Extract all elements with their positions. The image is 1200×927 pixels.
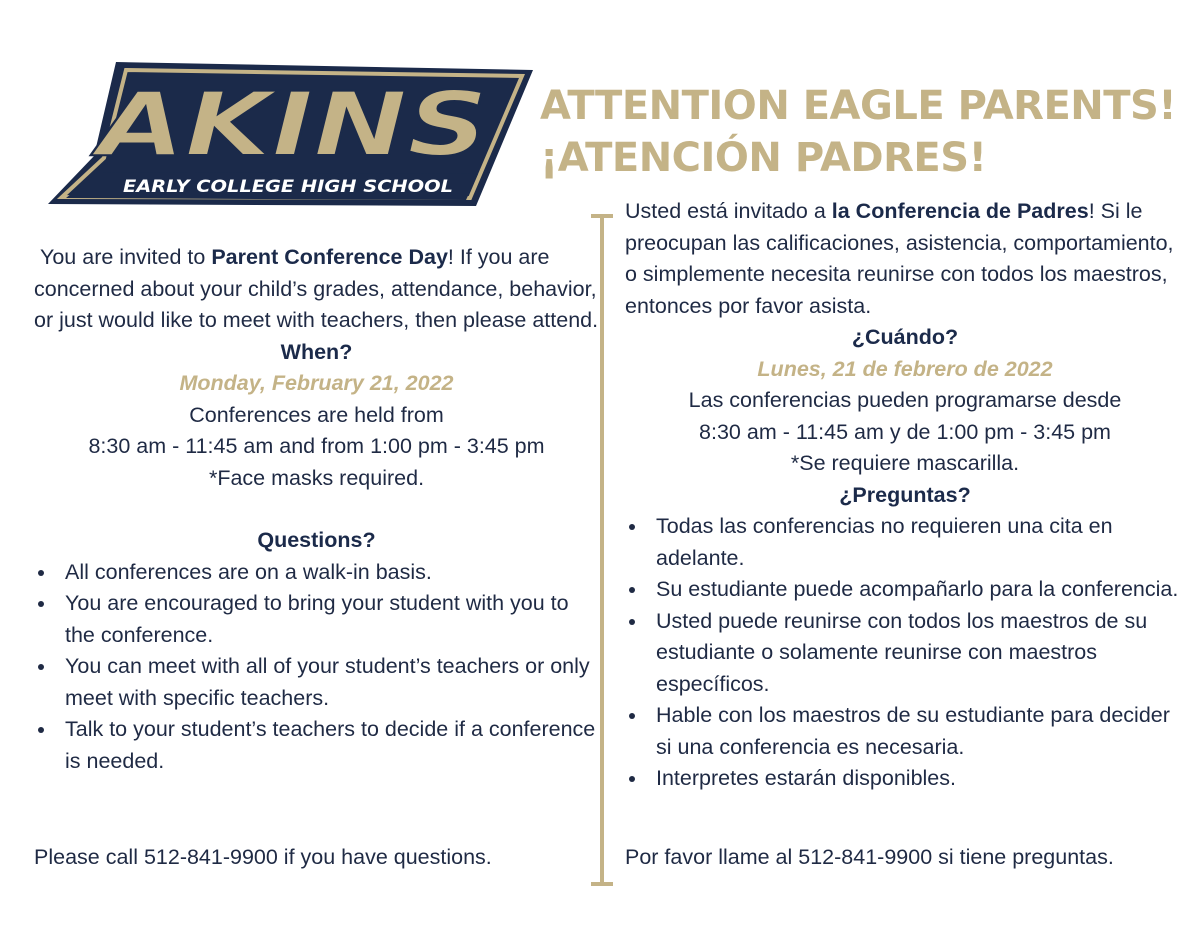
divider-cap-bottom: [591, 882, 613, 886]
held-line: Las conferencias pueden programarse desde: [688, 388, 1122, 412]
list-item: Hable con los maestros de su estudiante para decider si una conferencia es necesaria.: [625, 700, 1185, 763]
list-item: You can meet with all of your student’s teachers or only meet with specific teachers.: [34, 651, 599, 714]
column-divider: [600, 216, 604, 884]
questions-heading: Questions?: [257, 528, 376, 552]
when-heading: ¿Cuándo?: [851, 325, 959, 349]
list-item: Interpretes estarán disponibles.: [625, 763, 1185, 795]
intro-paragraph: You are invited to Parent Conference Day! If you are concerned about your child’s grades, attendance, behavior, or just would like to meet with teachers, then please attend.: [34, 245, 599, 332]
list-item: Talk to your student’s teachers to decide if a conference is needed.: [34, 714, 599, 777]
mask-line: *Face masks required.: [208, 465, 425, 490]
held-line: Conferences are held from: [189, 402, 444, 427]
list-item: Todas las conferencias no requieren una cita en adelante.: [625, 511, 1185, 574]
intro-bold: Parent Conference Day: [211, 245, 448, 269]
svg-text:AKINS: AKINS: [90, 73, 488, 176]
questions-list: [34, 557, 599, 778]
phone-line-english: Please call 512-841-9900 if you have questions.: [34, 845, 492, 869]
headline-english: ATTENTION EAGLE PARENTS!: [540, 83, 1177, 129]
times-line: 8:30 am - 11:45 am y de 1:00 pm - 3:45 pm: [699, 419, 1111, 444]
english-column: [34, 242, 599, 777]
intro-paragraph: Usted está invitado a la Conferencia de Padres! Si le preocupan las calificaciones, asistencia, comportamiento, o simplemente necesita reunirse con todos los maestros, entonces por favor asista.: [625, 199, 1174, 318]
event-date: Monday, February 21, 2022: [179, 371, 454, 395]
when-heading: When?: [280, 339, 353, 364]
questions-heading: ¿Preguntas?: [839, 482, 971, 507]
svg-text:EARLY COLLEGE HIGH SCHOOL: EARLY COLLEGE HIGH SCHOOL: [123, 177, 453, 197]
intro-bold: la Conferencia de Padres: [831, 199, 1089, 223]
phone-line-spanish: Por favor llame al 512-841-9900 si tiene preguntas.: [625, 845, 1114, 869]
questions-list: [625, 511, 1185, 795]
list-item: Usted puede reunirse con todos los maestros de su estudiante o solamente reunirse con maestros específicos.: [625, 606, 1185, 701]
event-date: Lunes, 21 de febrero de 2022: [757, 356, 1053, 381]
times-line: 8:30 am - 11:45 am and from 1:00 pm - 3:45 pm: [88, 434, 545, 458]
mask-line: *Se requiere mascarilla.: [790, 451, 1020, 475]
headline-spanish: ¡ATENCIÓN PADRES!: [540, 135, 987, 181]
list-item: Su estudiante puede acompañarlo para la conferencia.: [625, 574, 1185, 606]
akins-logo: [48, 54, 533, 214]
list-item: You are encouraged to bring your student with you to the conference.: [34, 588, 599, 651]
list-item: All conferences are on a walk-in basis.: [34, 557, 599, 589]
spanish-column: [625, 196, 1185, 795]
